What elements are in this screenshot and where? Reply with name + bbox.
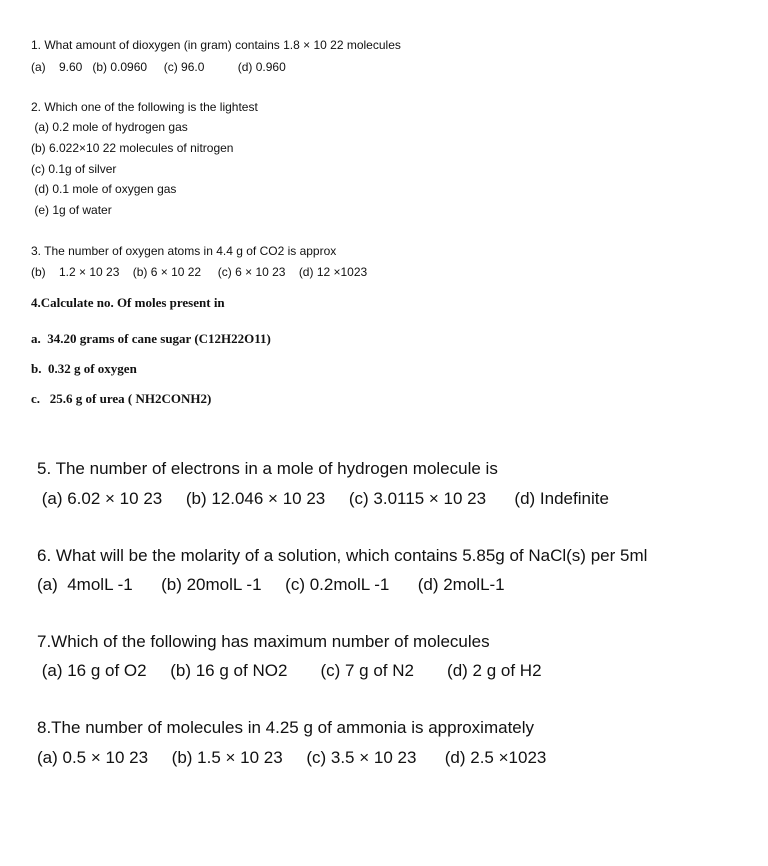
question-7-text: 7.Which of the following has maximum number of molecules: [37, 632, 490, 651]
question-6-options: (a) 4molL -1 (b) 20molL -1 (c) 0.2molL -1 (d) 2molL-1: [37, 575, 505, 594]
question-2-option-e: (e) 1g of water: [31, 203, 112, 217]
question-8-text: 8.The number of molecules in 4.25 g of ammonia is approximately: [37, 718, 535, 737]
question-3-text: 3. The number of oxygen atoms in 4.4 g of CO2 is approx: [31, 244, 337, 258]
question-7-options: (a) 16 g of O2 (b) 16 g of NO2 (c) 7 g of N2 (d) 2 g of H2: [37, 661, 542, 680]
question-4-part-c: c. 25.6 g of urea ( NH2CONH2): [31, 391, 212, 406]
question-4-text: 4.Calculate no. Of moles present in: [31, 295, 225, 310]
question-4-part-b: b. 0.32 g of oxygen: [31, 361, 137, 376]
question-2-option-c: (c) 0.1g of silver: [31, 162, 117, 176]
question-6-text: 6. What will be the molarity of a solution, which contains 5.85g of NaCl(s) per 5ml: [37, 546, 648, 565]
question-2-text: 2. Which one of the following is the lightest: [31, 100, 258, 114]
question-5-text: 5. The number of electrons in a mole of hydrogen molecule is: [37, 459, 498, 478]
question-2-option-b: (b) 6.022×10 22 molecules of nitrogen: [31, 141, 234, 155]
question-1-text: 1. What amount of dioxygen (in gram) contains 1.8 × 10 22 molecules: [31, 38, 401, 52]
question-1-options: (a) 9.60 (b) 0.0960 (c) 96.0 (d) 0.960: [31, 60, 286, 74]
question-3-options: (b) 1.2 × 10 23 (b) 6 × 10 22 (c) 6 × 10 23 (d) 12 ×1023: [31, 265, 368, 279]
question-2-option-d: (d) 0.1 mole of oxygen gas: [31, 182, 177, 196]
question-8-options: (a) 0.5 × 10 23 (b) 1.5 × 10 23 (c) 3.5 × 10 23 (d) 2.5 ×1023: [37, 748, 547, 767]
question-2-option-a: (a) 0.2 mole of hydrogen gas: [31, 120, 188, 134]
question-5-options: (a) 6.02 × 10 23 (b) 12.046 × 10 23 (c) 3.0115 × 10 23 (d) Indefinite: [37, 489, 609, 508]
question-4-part-a: a. 34.20 grams of cane sugar (C12H22O11): [31, 331, 271, 346]
